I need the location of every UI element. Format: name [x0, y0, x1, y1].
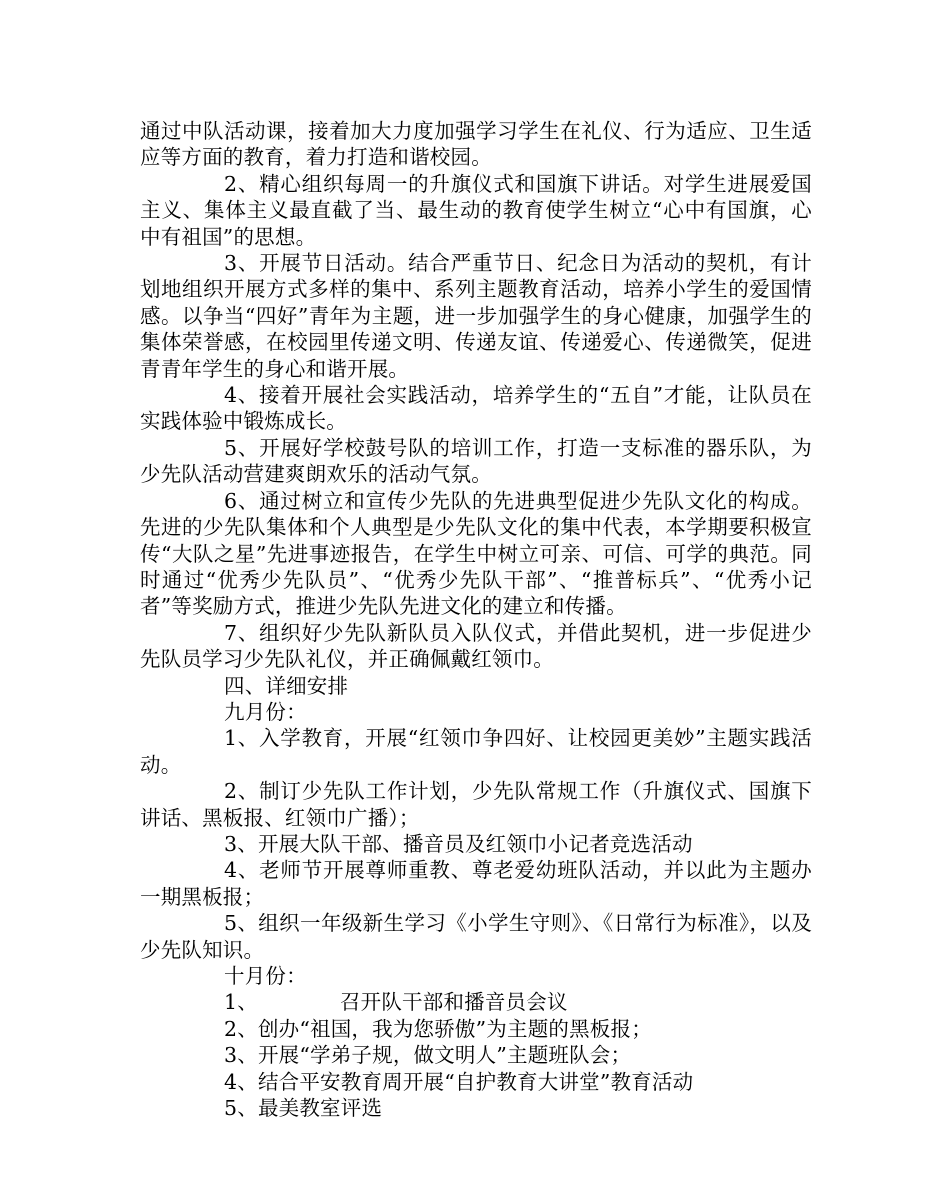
month-heading-september: 九月份：: [224, 699, 307, 724]
october-item-4: 4、结合平安教育周开展“自护教育大讲堂”教育活动: [224, 1069, 694, 1094]
september-item-1: 1、入学教育，开展“红领巾争四好、让校园更美妙”主题实践活动。: [140, 726, 812, 777]
october-item-3: 3、开展“学弟子规，做文明人”主题班队会；: [224, 1043, 632, 1068]
paragraph-item-7-induction-ceremony: 7、组织好少先队新队员入队仪式，并借此契机，进一步促进少先队员学习少先队礼仪，并正确佩戴红领巾。: [140, 620, 812, 672]
paragraph-intro-continuation: 通过中队活动课，接着加大力度加强学习学生在礼仪、行为适应、卫生适应等方面的教育，着力打造和谐校园。: [140, 119, 812, 170]
september-item-5: 5、组织一年级新生学习《小学生守则》、《日常行为标准》，以及少先队知识。: [140, 911, 812, 962]
october-item-1-text: 召开队干部和播音员会议: [339, 990, 568, 1015]
month-heading-october: 十月份：: [224, 964, 307, 988]
september-item-3: 3、开展大队干部、播音员及红领巾小记者竞选活动: [224, 831, 693, 856]
september-item-2: 2、制订少先队工作计划，少先队常规工作（升旗仪式、国旗下讲话、黑板报、红领巾广播）；: [140, 779, 812, 830]
october-item-5: 5、最美教室评选: [224, 1096, 383, 1121]
october-item-1-number: 1、: [224, 990, 258, 1015]
paragraph-item-2-flag-ceremony: 2、精心组织每周一的升旗仪式和国旗下讲话。对学生进展爱国主义、集体主义最直截了当、最生动的教育使学生树立“心中有国旗，心中有祖国”的思想。: [140, 171, 812, 249]
september-item-4: 4、老师节开展尊师重教、尊老爱幼班队活动，并以此为主题办一期黑板报；: [140, 858, 812, 909]
october-item-2: 2、创办“祖国，我为您骄傲”为主题的黑板报；: [224, 1016, 652, 1041]
section-heading-detailed-schedule: 四、详细安排: [224, 673, 349, 698]
october-item-1: [140, 989, 812, 1015]
document-body: [140, 118, 812, 1121]
paragraph-item-5-drum-band: 5、开展好学校鼓号队的培训工作，打造一支标准的器乐队，为少先队活动营建爽朗欢乐的活动气氛。: [140, 435, 812, 487]
paragraph-item-6-pioneer-culture: 6、通过树立和宣传少先队的先进典型促进少先队文化的构成。先进的少先队集体和个人典型是少先队文化的集中代表，本学期要积极宣传“大队之星”先进事迹报告，在学生中树立可亲、可信、可学的典范。同时通过“优秀少先队员”、“优秀少先队干部”、“推普标兵”、“优秀小记者”等奖励方式，推进少先队先进文化的建立和传播。: [140, 488, 812, 619]
paragraph-item-3-festival-activities: 3、开展节日活动。结合严重节日、纪念日为活动的契机，有计划地组织开展方式多样的集中、系列主题教育活动，培养小学生的爱国情感。以争当“四好”青年为主题，进一步加强学生的身心健康，加强学生的集体荣誉感，在校园里传递文明、传递友谊、传递爱心、传递微笑，促进青青年学生的身心和谐开展。: [140, 251, 812, 381]
paragraph-item-4-social-practice: 4、接着开展社会实践活动，培养学生的“五自”才能，让队员在实践体验中锻炼成长。: [140, 383, 812, 434]
